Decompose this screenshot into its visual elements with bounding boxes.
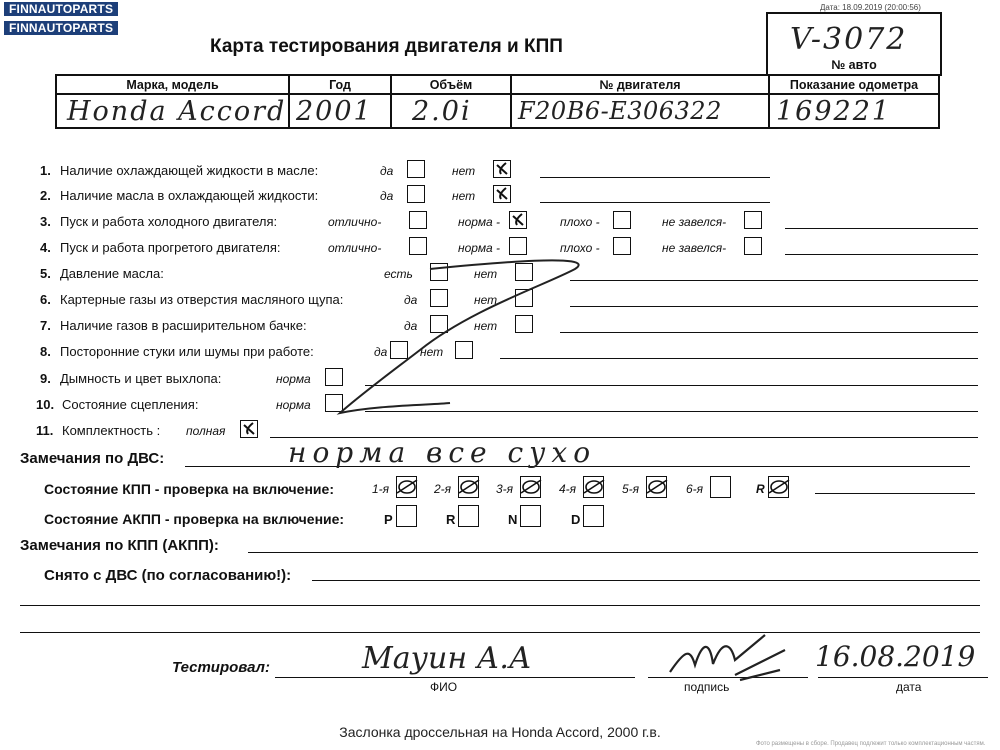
question-text: Наличие масла в охлаждающей жидкости: xyxy=(60,188,319,203)
value-volume: 2.0i xyxy=(412,95,472,127)
answer-line xyxy=(540,177,770,178)
question-number: 10. xyxy=(36,397,55,412)
tester-name: Мауин А.А xyxy=(362,641,532,676)
kpp-notes-line xyxy=(248,552,978,553)
question-number: 8. xyxy=(40,344,51,359)
option-label: да xyxy=(380,189,394,203)
gear-label: 2-я xyxy=(434,482,452,496)
option-label: да xyxy=(380,164,394,178)
option-label: да xyxy=(374,345,388,359)
question-text: Пуск и работа холодного двигателя: xyxy=(60,214,278,229)
akpp-mode-checkbox[interactable] xyxy=(520,505,541,527)
strike-through-scribble xyxy=(320,255,590,420)
question-text: Давление масла: xyxy=(60,266,164,281)
akpp-mode-label: D xyxy=(571,512,581,527)
header-engine-number: № двигателя xyxy=(511,75,769,94)
question-number: 5. xyxy=(40,266,51,281)
fio-label: ФИО xyxy=(430,680,458,694)
option-label: норма - xyxy=(458,241,501,255)
value-model: Honda Accord xyxy=(67,95,287,127)
option-checkbox[interactable] xyxy=(744,237,762,255)
akpp-mode-checkbox[interactable] xyxy=(458,505,479,527)
question-text: Комплектность : xyxy=(62,423,161,438)
option-checkbox[interactable] xyxy=(493,185,511,203)
option-label: есть xyxy=(384,267,413,281)
option-checkbox[interactable] xyxy=(613,211,631,229)
option-label: полная xyxy=(186,424,226,438)
answer-line xyxy=(540,202,770,203)
question-number: 3. xyxy=(40,214,51,229)
value-engine-number: F20B6-E306322 xyxy=(518,97,722,125)
signature-label: подпись xyxy=(684,680,730,694)
date-line xyxy=(818,677,988,678)
value-odometer: 169221 xyxy=(776,95,892,127)
print-date: Дата: 18.09.2019 (20:00:56) xyxy=(820,3,921,12)
option-checkbox[interactable] xyxy=(509,211,527,229)
akpp-mode-label: P xyxy=(384,512,393,527)
option-label: нет xyxy=(452,189,476,203)
question-text: Состояние сцепления: xyxy=(62,397,199,412)
question-number: 7. xyxy=(40,318,51,333)
car-number-label: № авто xyxy=(831,58,877,72)
engine-notes-value: норма все сухо xyxy=(288,436,597,469)
tested-by-label: Тестировал: xyxy=(172,659,270,676)
signature-scribble xyxy=(665,630,795,685)
question-number: 11. xyxy=(36,423,54,438)
form-title: Карта тестирования двигателя и КПП xyxy=(210,36,563,57)
date-label: дата xyxy=(896,680,922,694)
gear-label: 4-я xyxy=(559,482,577,496)
site-logo-secondary: FINNAUTOPARTS xyxy=(4,21,118,35)
fio-line xyxy=(275,677,635,678)
gear-checkbox[interactable] xyxy=(710,476,731,498)
gear-checkbox[interactable] xyxy=(520,476,541,498)
photo-caption: Заслонка дроссельная на Honda Accord, 2000 г.в. xyxy=(339,724,661,740)
option-checkbox[interactable] xyxy=(409,211,427,229)
option-label: да xyxy=(404,319,418,333)
kpp-label: Состояние КПП - проверка на включение: xyxy=(44,481,334,497)
gear-checkbox[interactable] xyxy=(396,476,417,498)
question-text: Картерные газы из отверстия масляного щупа: xyxy=(60,292,344,307)
question-text: Наличие газов в расширительном бачке: xyxy=(60,318,307,333)
header-volume: Объём xyxy=(391,75,511,94)
option-label: норма xyxy=(276,372,311,386)
blank-line-1 xyxy=(20,605,980,606)
question-text: Пуск и работа прогретого двигателя: xyxy=(60,240,281,255)
test-date: 16.08.2019 xyxy=(815,640,976,673)
gear-label: 1-я xyxy=(372,482,390,496)
gear-checkbox[interactable] xyxy=(646,476,667,498)
option-label: отлично- xyxy=(328,241,382,255)
option-checkbox[interactable] xyxy=(407,185,425,203)
removed-line xyxy=(312,580,980,581)
answer-line xyxy=(785,254,978,255)
value-year: 2001 xyxy=(296,95,373,127)
option-checkbox[interactable] xyxy=(744,211,762,229)
header-model: Марка, модель xyxy=(56,75,289,94)
kpp-line xyxy=(815,493,975,494)
option-checkbox[interactable] xyxy=(613,237,631,255)
gear-checkbox[interactable] xyxy=(768,476,789,498)
answer-line xyxy=(570,306,978,307)
option-checkbox[interactable] xyxy=(493,160,511,178)
car-number: V-3072 xyxy=(790,22,908,57)
vehicle-table xyxy=(55,74,940,129)
question-text: Наличие охлаждающей жидкости в масле: xyxy=(60,163,319,178)
option-checkbox[interactable] xyxy=(240,420,258,438)
option-label: плохо - xyxy=(560,215,600,229)
gear-label: 6-я xyxy=(686,482,704,496)
question-text: Посторонние стуки или шумы при работе: xyxy=(60,344,314,359)
akpp-label: Состояние АКПП - проверка на включение: xyxy=(44,511,345,527)
question-text: Дымность и цвет выхлопа: xyxy=(60,371,222,386)
option-label: да xyxy=(404,293,418,307)
gear-label: 3-я xyxy=(496,482,514,496)
header-year: Год xyxy=(289,75,391,94)
blank-line-2 xyxy=(20,632,980,633)
akpp-mode-label: N xyxy=(508,512,518,527)
question-number: 4. xyxy=(40,240,51,255)
removed-label: Снято с ДВС (по согласованию!): xyxy=(44,567,292,584)
option-label: нет xyxy=(420,345,444,359)
akpp-mode-label: R xyxy=(446,512,456,527)
option-label: нет xyxy=(474,267,498,281)
question-number: 2. xyxy=(40,188,51,203)
akpp-mode-checkbox[interactable] xyxy=(583,505,604,527)
gear-label: R xyxy=(756,482,765,496)
option-label: нет xyxy=(452,164,476,178)
option-label: плохо - xyxy=(560,241,600,255)
option-label: нет xyxy=(474,319,498,333)
gear-checkbox[interactable] xyxy=(458,476,479,498)
site-logo: FINNAUTOPARTS xyxy=(4,2,118,16)
option-label: отлично- xyxy=(328,215,382,229)
answer-line xyxy=(570,280,978,281)
footer-note: Фото размещены в сборе. Продавец подлежит только комплектационным частям. xyxy=(756,741,986,747)
akpp-mode-checkbox[interactable] xyxy=(396,505,417,527)
option-label: норма xyxy=(276,398,311,412)
kpp-notes-label: Замечания по КПП (АКПП): xyxy=(20,537,219,554)
question-number: 1. xyxy=(40,163,51,178)
answer-line xyxy=(785,228,978,229)
engine-notes-label: Замечания по ДВС: xyxy=(20,450,165,467)
answer-line xyxy=(560,332,978,333)
option-checkbox[interactable] xyxy=(407,160,425,178)
gear-checkbox[interactable] xyxy=(583,476,604,498)
gear-label: 5-я xyxy=(622,482,640,496)
question-number: 9. xyxy=(40,371,51,386)
option-label: не завелся- xyxy=(662,241,727,255)
option-label: не завелся- xyxy=(662,215,727,229)
option-checkbox[interactable] xyxy=(509,237,527,255)
option-label: норма - xyxy=(458,215,501,229)
header-odometer: Показание одометра xyxy=(769,75,939,94)
car-number-box xyxy=(766,12,942,76)
option-checkbox[interactable] xyxy=(409,237,427,255)
option-label: нет xyxy=(474,293,498,307)
question-number: 6. xyxy=(40,292,51,307)
